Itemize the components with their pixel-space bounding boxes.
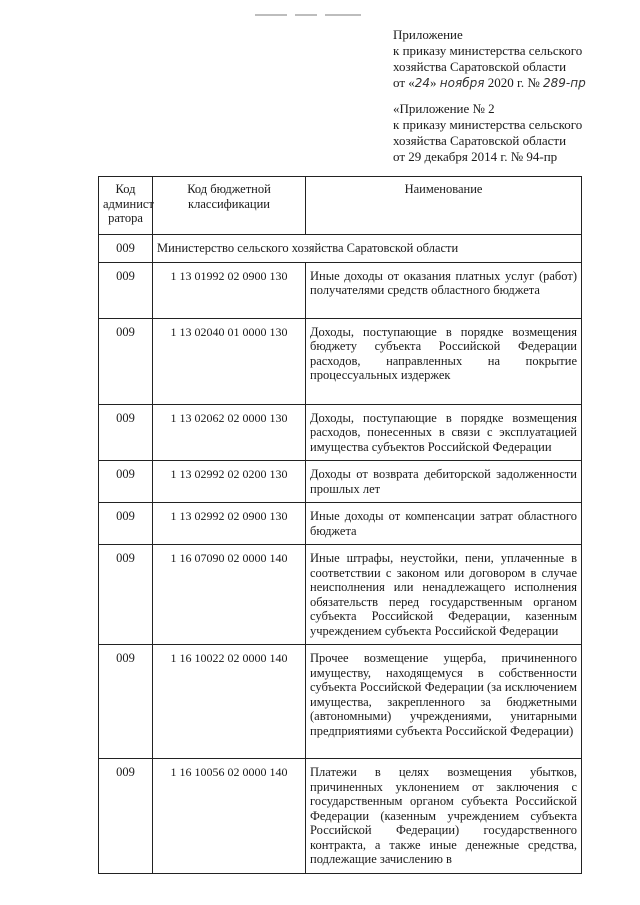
name-cell: Доходы, поступающие в порядке возмещения расходов, понесенных в связи с эксплуатацией имущества субъектов Российской Федерации bbox=[306, 404, 582, 461]
name-cell: Иные штрафы, неустойки, пени, уплаченные в соответствии с законом или договором в случае неисполнения или ненадлежащего исполнения обязательств перед государственным органом субъекта Российской Федерации, казенным учреждением субъекта Российской Федерации bbox=[306, 545, 582, 645]
appendix-header bbox=[393, 101, 633, 165]
appendix-line: к приказу министерства сельского bbox=[393, 117, 583, 132]
order-date-line bbox=[393, 75, 633, 91]
name-cell: Платежи в целях возмещения убытков, причиненных уклонением от заключения с государственным органом субъекта Российской Федерации (казенным учреждением субъекта Российской Федерации) государственного контракта, а также иные денежные средства, подлежащие зачислению в bbox=[306, 759, 582, 874]
admin-code-cell: 009 bbox=[99, 404, 153, 461]
date-mid: » bbox=[430, 75, 440, 90]
header-line: хозяйства Саратовской области bbox=[393, 59, 567, 74]
admin-code-cell: 009 bbox=[99, 461, 153, 503]
admin-code-cell: 009 bbox=[99, 645, 153, 759]
handwritten-month: ноября bbox=[439, 76, 485, 90]
handwritten-number: 289-пр bbox=[542, 76, 586, 90]
table-row bbox=[99, 404, 582, 461]
revenue-codes-table bbox=[98, 176, 582, 874]
date-prefix: от « bbox=[393, 75, 415, 90]
header-text: классификации bbox=[188, 196, 270, 211]
admin-code-cell: 009 bbox=[99, 262, 153, 318]
table-row bbox=[99, 545, 582, 645]
table-header-row bbox=[99, 177, 582, 235]
table-row bbox=[99, 262, 582, 318]
admin-code-cell: 009 bbox=[99, 759, 153, 874]
table-row bbox=[99, 759, 582, 874]
name-cell: Иные доходы от оказания платных услуг (работ) получателями средств областного бюджета bbox=[306, 262, 582, 318]
kbk-cell: 1 13 02062 02 0000 130 bbox=[153, 404, 306, 461]
kbk-cell: 1 16 07090 02 0000 140 bbox=[153, 545, 306, 645]
table-row bbox=[99, 645, 582, 759]
ministry-name-cell: Министерство сельского хозяйства Саратовской области bbox=[153, 235, 582, 263]
header-text: Код bbox=[115, 182, 136, 196]
kbk-cell: 1 13 02992 02 0900 130 bbox=[153, 503, 306, 545]
admin-code-cell: 009 bbox=[99, 318, 153, 404]
kbk-cell: 1 13 02992 02 0200 130 bbox=[153, 461, 306, 503]
handwritten-day: 24 bbox=[414, 76, 431, 90]
kbk-cell: 1 13 01992 02 0900 130 bbox=[153, 262, 306, 318]
kbk-cell: 1 13 02040 01 0000 130 bbox=[153, 318, 306, 404]
col-name-header: Наименование bbox=[306, 177, 582, 235]
table-row bbox=[99, 318, 582, 404]
kbk-cell: 1 16 10022 02 0000 140 bbox=[153, 645, 306, 759]
header-text: ратора bbox=[108, 211, 143, 225]
admin-code-cell: 009 bbox=[99, 235, 153, 263]
col-admin-code-header bbox=[99, 177, 153, 235]
name-cell: Прочее возмещение ущерба, причиненного имуществу, находящемуся в собственности субъекта Российской Федерации (за исключением имущества, закрепленного за бюджетными (автономными) учреждениями, унитарными предприятиями субъекта Российской Федерации) bbox=[306, 645, 582, 759]
header-text: админист bbox=[103, 196, 154, 211]
table-row bbox=[99, 503, 582, 545]
admin-code-cell: 009 bbox=[99, 545, 153, 645]
appendix-line: от 29 декабря 2014 г. № 94-пр bbox=[393, 149, 558, 164]
name-cell: Доходы, поступающие в порядке возмещения бюджету субъекта Российской Федерации расходов, направленных на покрытие процессуальных издержек bbox=[306, 318, 582, 404]
name-cell: Иные доходы от компенсации затрат областного бюджета bbox=[306, 503, 582, 545]
header-text: Код бюджетной bbox=[187, 182, 271, 196]
kbk-cell: 1 16 10056 02 0000 140 bbox=[153, 759, 306, 874]
name-cell: Доходы от возврата дебиторской задолженности прошлых лет bbox=[306, 461, 582, 503]
appendix-line: «Приложение № 2 bbox=[393, 101, 495, 116]
scan-artifact bbox=[255, 8, 365, 22]
date-year: 2020 г. № bbox=[484, 75, 543, 90]
appendix-line: хозяйства Саратовской области bbox=[393, 133, 567, 148]
table-row bbox=[99, 461, 582, 503]
header-line: к приказу министерства сельского bbox=[393, 43, 583, 58]
ministry-row bbox=[99, 235, 582, 263]
header-line: Приложение bbox=[393, 27, 463, 42]
order-header bbox=[393, 27, 633, 91]
col-kbk-header bbox=[153, 177, 306, 235]
admin-code-cell: 009 bbox=[99, 503, 153, 545]
